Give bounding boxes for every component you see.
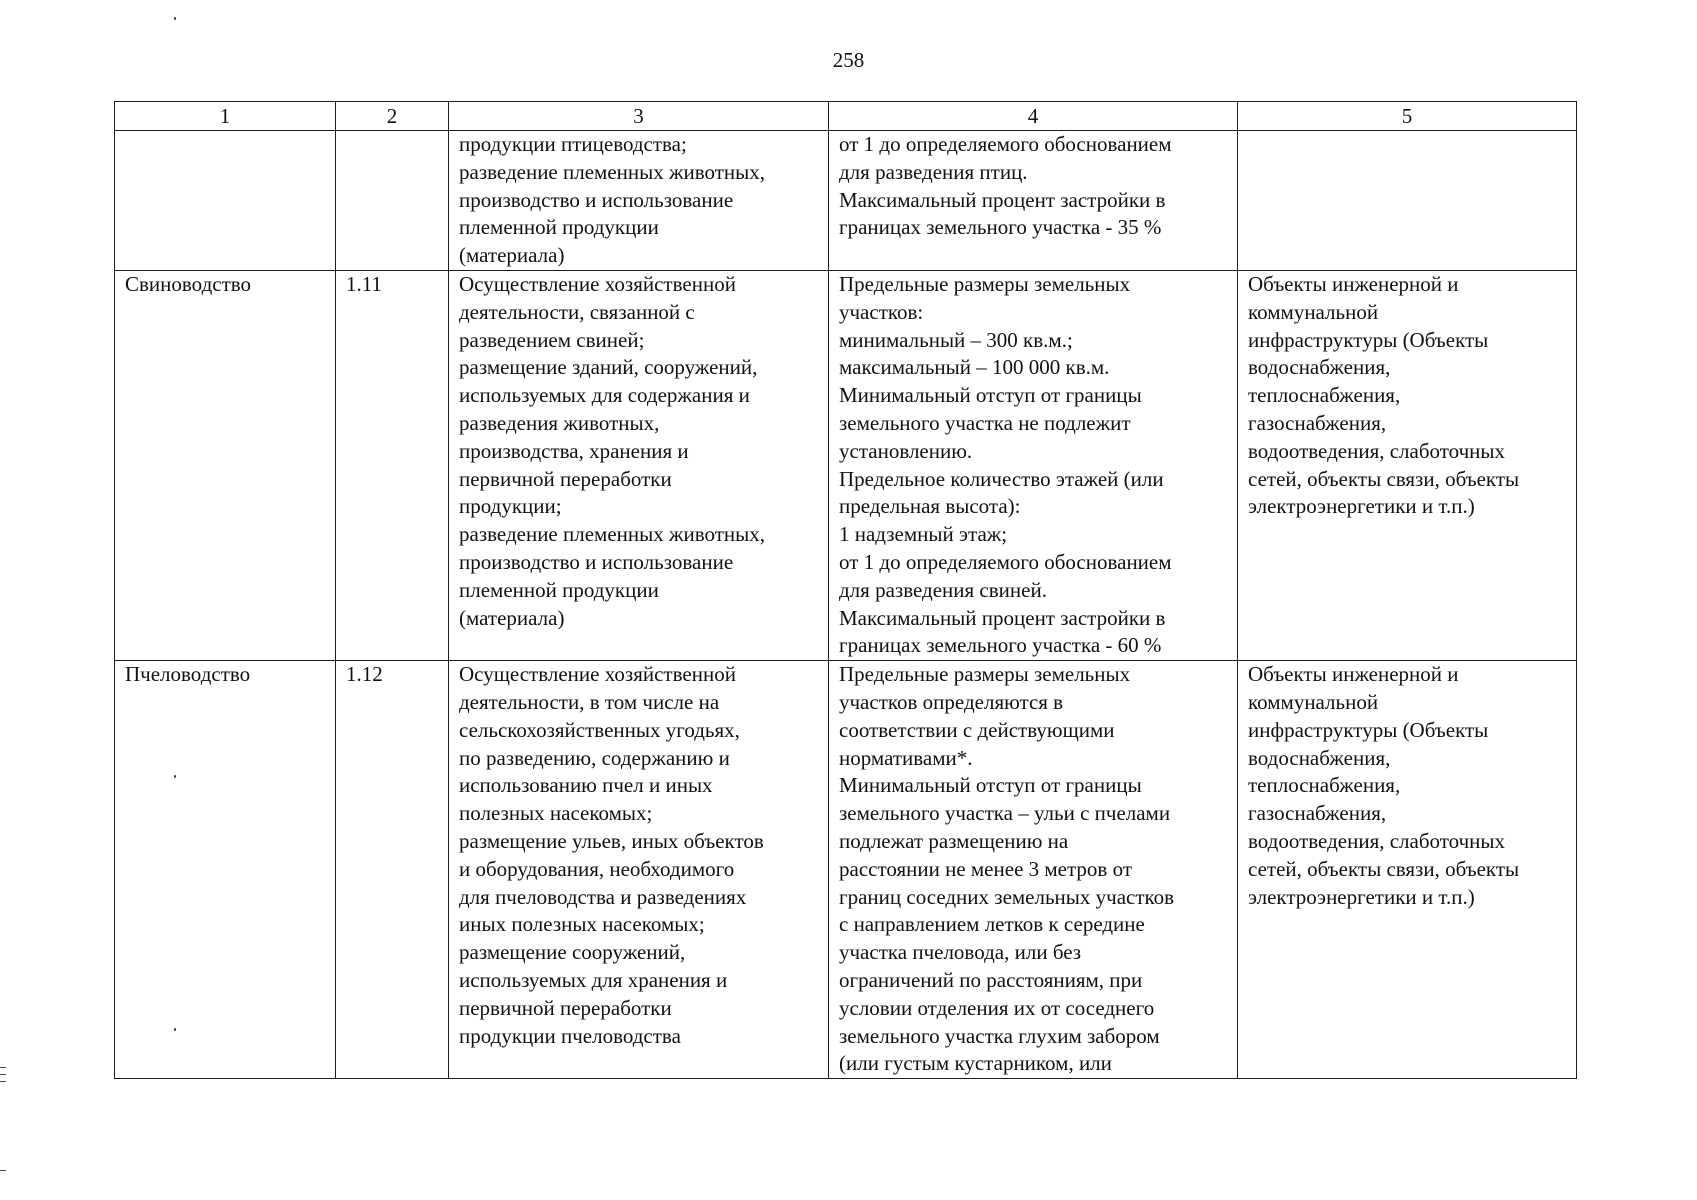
cell-text-line: участков определяются в (839, 689, 1064, 714)
use-name-cell (115, 131, 336, 271)
cell-text-line: границ соседних земельных участков (839, 884, 1175, 909)
cell-text-line: теплоснабжения, (1248, 773, 1401, 798)
cell-text-line: расстоянии не менее 3 метров от (839, 856, 1132, 881)
cell-text-line: соответствии с действующими (839, 717, 1115, 742)
header-row (115, 102, 1577, 131)
cell-text-line: разведение племенных животных, (459, 522, 766, 547)
cell-text-line: земельного участка – ульи с пчелами (839, 801, 1171, 826)
auxiliary-uses-cell (1238, 131, 1577, 271)
cell-text-line: для разведения птиц. (839, 159, 1028, 184)
cell-text-line: деятельности, в том числе на (459, 689, 720, 714)
cell-text-line: Осуществление хозяйственной (459, 272, 736, 296)
table-row (115, 131, 1577, 271)
parameters-cell (829, 271, 1238, 661)
cell-text-line: водоснабжения, (1248, 745, 1391, 770)
cell-text-line: продукции пчеловодства (459, 1023, 681, 1048)
description-cell (449, 271, 829, 661)
cell-text-line: (материала) (459, 605, 565, 630)
cell-text-line: ограничений по расстояниям, при (839, 967, 1143, 992)
cell-text-line: инфраструктуры (Объекты (1248, 717, 1489, 742)
cell-text-line: с направлением летков к середине (839, 912, 1145, 937)
cell-text-line: производство и использование (459, 549, 734, 574)
cell-text-line: продукции; (459, 494, 562, 519)
cell-text-line: разведения животных, (459, 410, 660, 435)
cell-text-line: используемых для хранения и (459, 967, 728, 992)
cell-text-line: размещение ульев, иных объектов (459, 828, 764, 853)
cell-text-line: водоотведения, слаботочных (1248, 828, 1506, 853)
cell-text-line: племенной продукции (459, 577, 659, 602)
cell-text-line: коммунальной (1248, 299, 1379, 324)
cell-text-line: для разведения свиней. (839, 577, 1047, 602)
cell-text-line: от 1 до определяемого обоснованием (839, 549, 1172, 574)
cell-text-line: установлению. (839, 438, 973, 463)
table-row (115, 271, 1577, 661)
cell-text-line: производство и использование (459, 187, 734, 212)
cell-text-line: деятельности, связанной с (459, 299, 695, 324)
table-row (115, 661, 1577, 1079)
cell-text-line: использованию пчел и иных (459, 773, 713, 798)
cell-text-line: размещение зданий, сооружений, (459, 355, 758, 380)
cell-text-line: Минимальный отступ от границы (839, 773, 1142, 798)
cell-text-line: предельная высота): (839, 494, 1021, 519)
cell-text-line: иных полезных насекомых; (459, 912, 705, 937)
parameters-cell (829, 131, 1238, 271)
auxiliary-uses-cell (1238, 661, 1577, 1079)
zoning-table (114, 101, 1577, 1079)
cell-text-line: границах земельного участка - 35 % (839, 215, 1162, 240)
cell-text-line: 1 надземный этаж; (839, 522, 1008, 547)
cell-text-line: Максимальный процент застройки в (839, 187, 1166, 212)
use-code-cell: 1.11 (336, 271, 449, 661)
parameters-cell (829, 661, 1238, 1079)
header-cell-4: 4 (829, 102, 1238, 131)
header-cell-5: 5 (1238, 102, 1577, 131)
cell-text-line: нормативами*. (839, 745, 973, 770)
cell-text-line: минимальный – 300 кв.м.; (839, 327, 1073, 352)
cell-text-line: земельного участка глухим забором (839, 1023, 1160, 1048)
header-cell-3: 3 (449, 102, 829, 131)
page-number: 258 (832, 48, 865, 72)
cell-text-line: Осуществление хозяйственной (459, 662, 736, 687)
cell-text-line: земельного участка не подлежит (839, 410, 1131, 435)
cell-text-line: участков: (839, 299, 924, 324)
use-name-cell: Пчеловодство (115, 661, 336, 1079)
cell-text-line: газоснабжения, (1248, 410, 1387, 435)
cell-text-line: подлежат размещению на (839, 828, 1069, 853)
cell-text-line: племенной продукции (459, 215, 659, 240)
description-cell (449, 661, 829, 1079)
cell-text-line: электроэнергетики и т.п.) (1248, 884, 1475, 909)
scan-speck (174, 17, 176, 20)
cell-text-line: продукции птицеводства; (459, 132, 687, 156)
cell-text-line: (материала) (459, 243, 565, 268)
cell-text-line: водоснабжения, (1248, 355, 1391, 380)
cell-text-line: разведением свиней; (459, 327, 645, 352)
auxiliary-uses-cell (1238, 271, 1577, 661)
use-name-cell: Свиноводство (115, 271, 336, 661)
cell-text-line: по разведению, содержанию и (459, 745, 730, 770)
cell-text-line: условии отделения их от соседнего (839, 995, 1155, 1020)
cell-text-line: газоснабжения, (1248, 801, 1387, 826)
cell-text-line: первичной переработки (459, 995, 672, 1020)
header-cell-2: 2 (336, 102, 449, 131)
cell-text-line: электроэнергетики и т.п.) (1248, 494, 1475, 519)
use-code-cell (336, 131, 449, 271)
cell-text-line: Максимальный процент застройки в (839, 605, 1166, 630)
cell-text-line: коммунальной (1248, 689, 1379, 714)
cell-text-line: Предельные размеры земельных (839, 662, 1131, 687)
cell-text-line: Предельные размеры земельных (839, 272, 1131, 296)
cell-text-line: Объекты инженерной и (1248, 662, 1459, 687)
use-code-cell: 1.12 (336, 661, 449, 1079)
cell-text-line: инфраструктуры (Объекты (1248, 327, 1489, 352)
cell-text-line: максимальный – 100 000 кв.м. (839, 355, 1110, 380)
scan-edge-mark (0, 1081, 6, 1082)
cell-text-line: (или густым кустарником, или (839, 1051, 1112, 1076)
cell-text-line: первичной переработки (459, 466, 672, 491)
cell-text-line: и оборудования, необходимого (459, 856, 735, 881)
scan-edge-mark (0, 1170, 6, 1171)
cell-text-line: разведение племенных животных, (459, 159, 766, 184)
scan-edge-mark (0, 1074, 6, 1075)
cell-text-line: участка пчеловода, или без (839, 940, 1082, 965)
cell-text-line: используемых для содержания и (459, 383, 750, 408)
cell-text-line: Объекты инженерной и (1248, 272, 1459, 296)
header-cell-1: 1 (115, 102, 336, 131)
cell-text-line: границах земельного участка - 60 % (839, 633, 1162, 658)
cell-text-line: для пчеловодства и разведениях (459, 884, 747, 909)
cell-text-line: от 1 до определяемого обоснованием (839, 132, 1172, 156)
cell-text-line: производства, хранения и (459, 438, 689, 463)
cell-text-line: водоотведения, слаботочных (1248, 438, 1506, 463)
cell-text-line: сельскохозяйственных угодьях, (459, 717, 740, 742)
scan-edge-mark (0, 1067, 6, 1068)
description-cell (449, 131, 829, 271)
cell-text-line: сетей, объекты связи, объекты (1248, 856, 1520, 881)
cell-text-line: Предельное количество этажей (или (839, 466, 1164, 491)
cell-text-line: полезных насекомых; (459, 801, 653, 826)
cell-text-line: сетей, объекты связи, объекты (1248, 466, 1520, 491)
cell-text-line: Минимальный отступ от границы (839, 383, 1142, 408)
cell-text-line: размещение сооружений, (459, 940, 686, 965)
cell-text-line: теплоснабжения, (1248, 383, 1401, 408)
